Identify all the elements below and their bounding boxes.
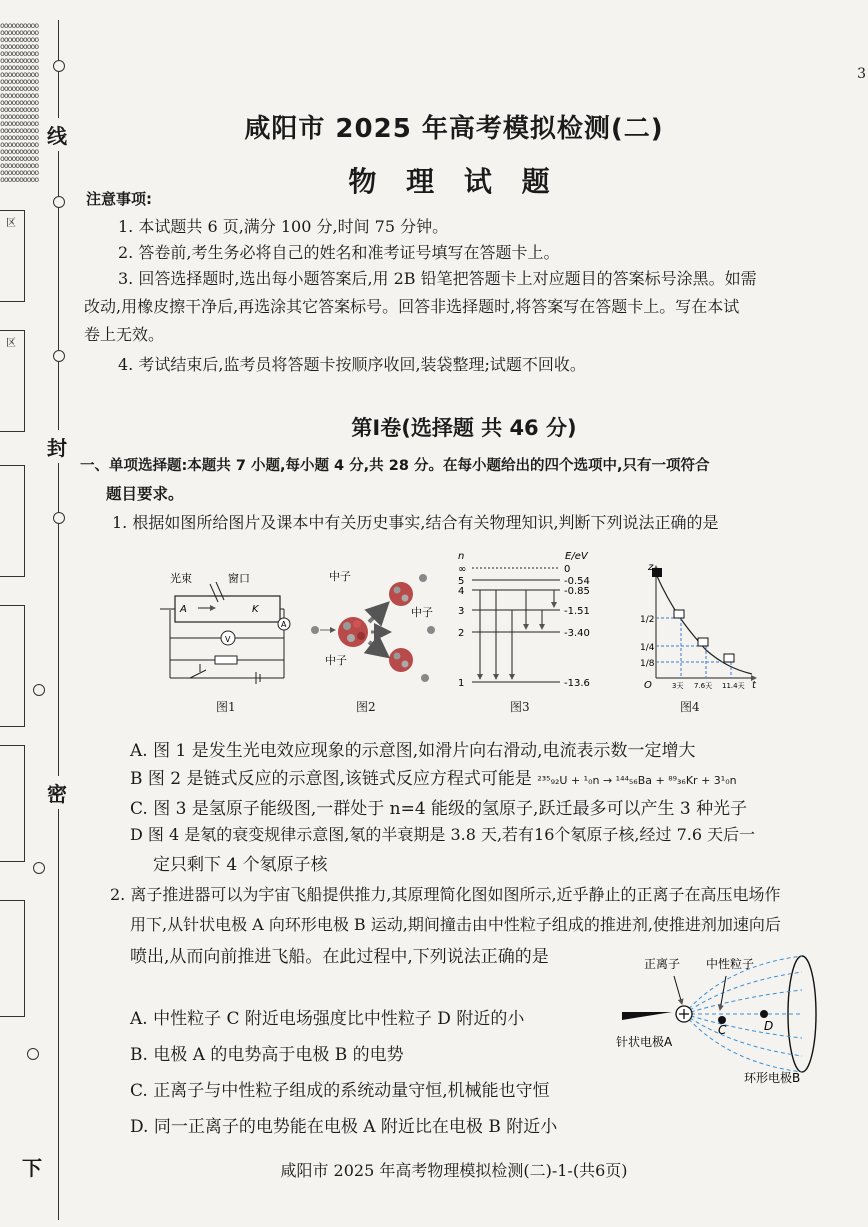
fig1-label-k: K [252,604,259,615]
fig3-n-label: n [458,551,465,562]
fig3-level-energy: 0 [564,564,571,575]
notice-item: 1. 本试题共 6 页,满分 100 分,时间 75 分钟。 [118,217,449,236]
notice-item: 4. 考试结束后,监考员将答题卡按顺序收回,装袋整理;试题不回收。 [118,355,586,374]
fig3-level-energy: -0.54 [564,576,590,587]
exam-title: 咸阳市 2025 年高考模拟检测(二) [244,114,664,144]
binding-ring [33,862,45,874]
binding-box [0,745,25,862]
binding-box [0,465,25,577]
q1-stem: 1. 根据如图所给图片及课本中有关历史事实,结合有关物理知识,判断下列说法正确的是 [112,513,719,532]
page-footer: 咸阳市 2025 年高考物理模拟检测(二)-1-(共6页) [280,1161,628,1180]
q1-option-d: D 图 4 是氡的衰变规律示意图,氡的半衰期是 3.8 天,若有16个氡原子核,经过 7.6 天后一 [130,825,756,844]
fig1-label-ammeter: A [281,620,287,629]
fig4-sample-marker [674,610,684,618]
fig4-decay-curve [656,574,752,674]
section-title: 第Ⅰ卷(选择题 共 46 分) [351,416,577,440]
fig3-level-n: 2 [458,628,465,639]
fig4-x-tick: 7.6天 [694,682,713,690]
q1-figure2 [305,560,445,690]
fig3-level-n: 1 [458,678,465,689]
notice-item: 改动,用橡皮擦干净后,再选涂其它答案标号。回答非选择题时,将答案写在答题卡上。写在本试 [84,297,740,316]
corner-page-mark: 3 [857,66,866,82]
binding-char-below: 下 [22,1150,42,1183]
q1-option-d-cont: 定只剩下 4 个氡原子核 [153,855,328,875]
fig4-y-tick: 1/4 [640,643,655,653]
fig1-label-v: V [225,635,231,644]
fig3-level-energy: -3.40 [564,628,590,639]
q2-option-b: B. 电极 A 的电势高于电极 B 的电势 [130,1045,404,1065]
part-heading: 一、单项选择题:本题共 7 小题,每小题 4 分,共 28 分。在每小题给出的四个选项中,只有一项符合 [80,458,710,474]
fig4-t-label: t [752,680,756,690]
notice-item: 卷上无效。 [84,325,165,344]
fig3-level-energy: -1.51 [564,606,590,617]
fig4-x-tick: 3天 [672,682,684,690]
q2-label-ring: 环形电极B [744,1071,801,1085]
binding-char-line: 线 [47,118,67,151]
q1-figure3 [450,548,590,690]
fig4-sample-marker [698,638,708,646]
binding-ring [53,350,65,362]
fig2-neutron-label: 中子 [325,654,347,667]
q2-option-c: C. 正离子与中性粒子组成的系统动量守恒,机械能也守恒 [130,1081,550,1101]
binding-box: 区 [0,210,25,302]
fig3-caption: 图3 [510,700,530,714]
fig2-neutron-label: 中子 [411,606,433,619]
q2-label-neutral: 中性粒子 [706,957,755,971]
fig3-e-label: E/eV [565,551,588,562]
q2-stem-line: 用下,从针状电极 A 向环形电极 B 运动,期间撞击由中性粒子组成的推进剂,使推进剂加速向后 [130,915,781,934]
binding-box: 区 [0,330,25,432]
fig4-y-label: z [648,562,654,573]
fig4-y-tick: 1/8 [640,659,655,669]
q1-option-b-text: B 图 2 是链式反应的示意图,该链式反应方程式可能是 [130,769,532,789]
notice-item: 3. 回答选择题时,选出每小题答案后,用 2B 铅笔把答题卡上对应题目的答案标号涂黑。如需 [118,269,757,288]
q1-option-b [130,764,737,789]
notice-item: 2. 答卷前,考生务必将自己的姓名和准考证号填写在答题卡上。 [118,243,560,262]
fig3-level-n: 5 [458,576,465,587]
neutral-particle-d [760,1010,768,1018]
q1-figure1 [160,560,295,690]
fig4-origin: O [644,680,652,690]
fig1-caption: 图1 [216,700,236,714]
perforation-holes: oooooooooo oooooooooo oooooooooo oooooooooo oooooooooo oooooooooo oooooooooo oooooooooo oooooooooo oooooooooo oooooooooo oooooooooo oooooooooo oooooooooo oooooooooo oooooooooo oooooooooo oooooooooo oooooooooo oooooooooo oooooooooo oooooooooo oooooooooo [0,21,39,184]
needle-electrode [622,1012,672,1020]
q2-option-a: A. 中性粒子 C 附近电场强度比中性粒子 D 附近的小 [130,1009,525,1029]
fig1-label-window: 窗口 [228,572,250,585]
subject-title: 物 理 试 题 [348,165,560,198]
fig1-label-beam: 光束 [170,572,192,585]
notice-heading: 注意事项: [86,190,152,208]
binding-ring [53,60,65,72]
binding-ring [33,684,45,696]
fig4-y-tick: 1/2 [640,615,655,625]
fig3-level-energy: -13.6 [564,678,590,689]
fig4-x-tick: 11.4天 [722,682,745,690]
q1-figure4 [636,560,761,690]
binding-char-seal: 封 [47,430,67,463]
fig3-level-energy: -0.85 [564,586,590,597]
fig3-level-n: 3 [458,606,465,617]
fig1-label-a: A [180,604,187,615]
fig4-sample-marker [724,654,734,662]
q2-label-c: C [718,1023,727,1037]
q2-label-d: D [764,1019,774,1033]
fig2-neutron-label: 中子 [329,570,351,583]
q2-figure [614,950,824,1090]
q2-stem-line: 喷出,从而向前推进飞船。在此过程中,下列说法正确的是 [130,947,549,967]
q2-label-ion: 正离子 [644,957,681,971]
binding-box [0,605,25,727]
q1-option-c: C. 图 3 是氢原子能级图,一群处于 n=4 能级的氢原子,跃迁最多可以产生 3 种光子 [130,799,748,819]
q2-stem-line: 2. 离子推进器可以为宇宙飞船提供推力,其原理简化图如图所示,近乎静止的正离子在高压电场作 [110,885,781,904]
binding-char-secret: 密 [47,776,67,809]
binding-ring [53,512,65,524]
q1-option-a: A. 图 1 是发生光电效应现象的示意图,如滑片向右滑动,电流表示数一定增大 [130,741,696,761]
fig3-level-n: ∞ [458,564,467,575]
binding-box [0,900,25,1017]
q1-option-b-equation: ²³⁵₉₂U + ¹₀n → ¹⁴⁴₅₆Ba + ⁸⁹₃₆Kr + 3¹₀n [537,774,737,787]
q2-option-d: D. 同一正离子的电势能在电极 A 附近比在电极 B 附近小 [130,1117,558,1137]
binding-ring [27,1048,39,1060]
fig3-level-n: 4 [458,586,465,597]
fig2-caption: 图2 [356,700,376,714]
q2-label-needle: 针状电极A [616,1035,673,1049]
fig4-sample-marker [652,568,662,577]
part-heading-cont: 题目要求。 [106,485,184,503]
fig4-caption: 图4 [680,700,700,714]
